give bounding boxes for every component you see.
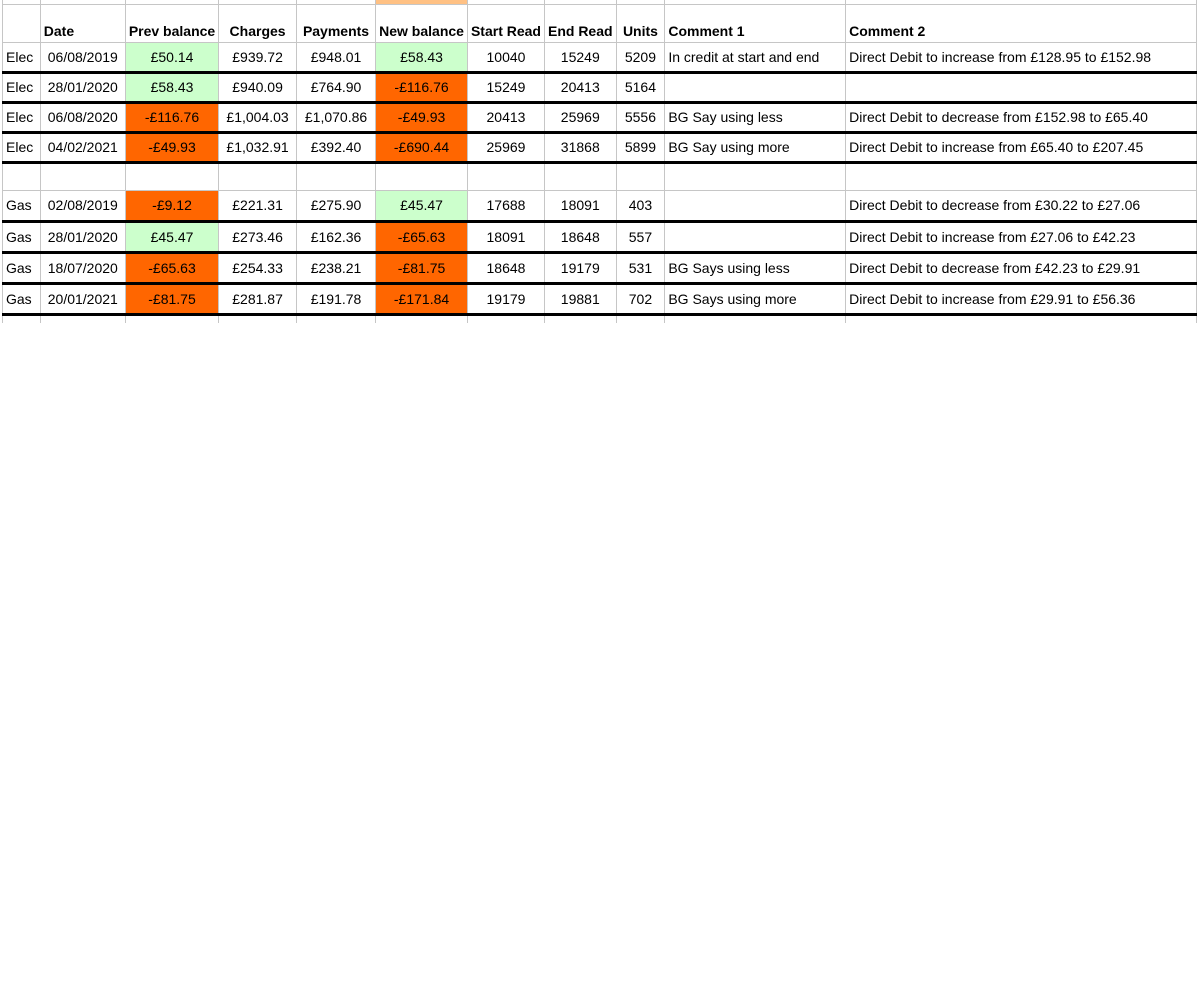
comment-1-cell[interactable]: In credit at start and end xyxy=(665,42,846,72)
end-read-cell[interactable]: 18648 xyxy=(544,221,616,252)
comment-2-cell[interactable]: Direct Debit to increase from £128.95 to £152.98 xyxy=(846,42,1197,72)
comment-1-cell[interactable]: BG Says using more xyxy=(665,283,846,314)
header-charges[interactable]: Charges xyxy=(219,4,297,42)
header-comment-2[interactable]: Comment 2 xyxy=(846,4,1197,42)
comment-1-cell[interactable]: BG Says using less xyxy=(665,252,846,283)
start-read-cell[interactable]: 17688 xyxy=(467,190,544,221)
empty-cell[interactable] xyxy=(616,162,665,190)
empty-cell[interactable] xyxy=(296,162,375,190)
date-cell[interactable]: 28/01/2020 xyxy=(40,221,125,252)
start-read-cell[interactable]: 20413 xyxy=(467,102,544,132)
table-row xyxy=(3,102,1197,132)
end-read-cell[interactable]: 25969 xyxy=(544,102,616,132)
payments-cell[interactable]: £764.90 xyxy=(296,72,375,102)
comment-2-cell[interactable] xyxy=(846,72,1197,102)
end-read-cell[interactable]: 19881 xyxy=(544,283,616,314)
spacer-row xyxy=(3,162,1197,190)
prev-balance-cell[interactable]: £58.43 xyxy=(125,72,218,102)
header-row xyxy=(3,4,1197,42)
start-read-cell[interactable]: 19179 xyxy=(467,283,544,314)
payments-cell[interactable]: £392.40 xyxy=(296,132,375,162)
units-cell[interactable]: 5556 xyxy=(616,102,665,132)
prev-balance-cell[interactable]: -£65.63 xyxy=(125,252,218,283)
comment-2-cell[interactable]: Direct Debit to increase from £29.91 to £56.36 xyxy=(846,283,1197,314)
new-balance-cell[interactable]: -£690.44 xyxy=(376,132,468,162)
date-cell[interactable]: 02/08/2019 xyxy=(40,190,125,221)
fuel-type-cell[interactable]: Gas xyxy=(3,252,41,283)
partial-cell xyxy=(296,314,375,323)
new-balance-cell[interactable]: -£171.84 xyxy=(376,283,468,314)
comment-1-cell[interactable] xyxy=(665,190,846,221)
comment-2-cell[interactable]: Direct Debit to increase from £65.40 to £207.45 xyxy=(846,132,1197,162)
payments-cell[interactable]: £275.90 xyxy=(296,190,375,221)
empty-cell[interactable] xyxy=(665,162,846,190)
payments-cell[interactable]: £238.21 xyxy=(296,252,375,283)
prev-balance-cell[interactable]: £50.14 xyxy=(125,42,218,72)
comment-2-cell[interactable]: Direct Debit to decrease from £30.22 to £27.06 xyxy=(846,190,1197,221)
prev-balance-cell[interactable]: -£9.12 xyxy=(125,190,218,221)
units-cell[interactable]: 5164 xyxy=(616,72,665,102)
start-read-cell[interactable]: 25969 xyxy=(467,132,544,162)
charges-cell[interactable]: £254.33 xyxy=(219,252,297,283)
new-balance-cell[interactable]: £58.43 xyxy=(376,42,468,72)
header-date[interactable]: Date xyxy=(40,4,125,42)
charges-cell[interactable]: £221.31 xyxy=(219,190,297,221)
start-read-cell[interactable]: 18648 xyxy=(467,252,544,283)
header-new-balance[interactable]: New balance xyxy=(376,4,468,42)
new-balance-cell[interactable]: -£116.76 xyxy=(376,72,468,102)
date-cell[interactable]: 28/01/2020 xyxy=(40,72,125,102)
partial-cell xyxy=(544,314,616,323)
table-row xyxy=(3,42,1197,72)
prev-balance-cell[interactable]: -£49.93 xyxy=(125,132,218,162)
end-read-cell[interactable]: 18091 xyxy=(544,190,616,221)
fuel-type-cell[interactable]: Gas xyxy=(3,221,41,252)
charges-cell[interactable]: £273.46 xyxy=(219,221,297,252)
fuel-type-cell[interactable]: Elec xyxy=(3,132,41,162)
comment-1-cell[interactable]: BG Say using less xyxy=(665,102,846,132)
prev-balance-cell[interactable]: -£81.75 xyxy=(125,283,218,314)
partial-cell xyxy=(616,314,665,323)
billing-table xyxy=(2,0,1197,323)
partial-cell xyxy=(40,314,125,323)
partial-cell xyxy=(3,314,41,323)
comment-2-cell[interactable]: Direct Debit to increase from £27.06 to £42.23 xyxy=(846,221,1197,252)
empty-cell[interactable] xyxy=(3,162,41,190)
header-payments[interactable]: Payments xyxy=(296,4,375,42)
table-row xyxy=(3,252,1197,283)
partial-cell xyxy=(376,314,468,323)
header-prev-balance[interactable]: Prev balance xyxy=(125,4,218,42)
new-balance-cell[interactable]: -£65.63 xyxy=(376,221,468,252)
start-read-cell[interactable]: 15249 xyxy=(467,72,544,102)
fuel-type-cell[interactable]: Elec xyxy=(3,42,41,72)
header-fuel[interactable] xyxy=(3,4,41,42)
units-cell[interactable]: 5209 xyxy=(616,42,665,72)
units-cell[interactable]: 403 xyxy=(616,190,665,221)
charges-cell[interactable]: £1,032.91 xyxy=(219,132,297,162)
comment-2-cell[interactable]: Direct Debit to decrease from £152.98 to £65.40 xyxy=(846,102,1197,132)
date-cell[interactable]: 18/07/2020 xyxy=(40,252,125,283)
empty-cell[interactable] xyxy=(125,162,218,190)
fuel-type-cell[interactable]: Elec xyxy=(3,102,41,132)
header-units[interactable]: Units xyxy=(616,4,665,42)
table-row xyxy=(3,72,1197,102)
header-end-read[interactable]: End Read xyxy=(544,4,616,42)
new-balance-cell[interactable]: -£49.93 xyxy=(376,102,468,132)
empty-cell[interactable] xyxy=(846,162,1197,190)
header-start-read[interactable]: Start Read xyxy=(467,4,544,42)
empty-cell[interactable] xyxy=(40,162,125,190)
charges-cell[interactable]: £281.87 xyxy=(219,283,297,314)
end-read-cell[interactable]: 20413 xyxy=(544,72,616,102)
comment-2-cell[interactable]: Direct Debit to decrease from £42.23 to £29.91 xyxy=(846,252,1197,283)
partial-cell xyxy=(219,314,297,323)
end-read-cell[interactable]: 31868 xyxy=(544,132,616,162)
fuel-type-cell[interactable]: Gas xyxy=(3,283,41,314)
date-cell[interactable]: 20/01/2021 xyxy=(40,283,125,314)
partial-cell xyxy=(125,314,218,323)
prev-balance-cell[interactable]: £45.47 xyxy=(125,221,218,252)
new-balance-cell[interactable]: £45.47 xyxy=(376,190,468,221)
units-cell[interactable]: 702 xyxy=(616,283,665,314)
start-read-cell[interactable]: 10040 xyxy=(467,42,544,72)
units-cell[interactable]: 557 xyxy=(616,221,665,252)
comment-1-cell[interactable]: BG Say using more xyxy=(665,132,846,162)
partial-cell xyxy=(665,314,846,323)
empty-cell[interactable] xyxy=(467,162,544,190)
payments-cell[interactable]: £1,070.86 xyxy=(296,102,375,132)
empty-cell[interactable] xyxy=(376,162,468,190)
charges-cell[interactable]: £939.72 xyxy=(219,42,297,72)
header-comment-1[interactable]: Comment 1 xyxy=(665,4,846,42)
partial-cell xyxy=(846,314,1197,323)
table-row xyxy=(3,190,1197,221)
partial-row-bottom xyxy=(3,314,1197,323)
payments-cell[interactable]: £948.01 xyxy=(296,42,375,72)
fuel-type-cell[interactable]: Elec xyxy=(3,72,41,102)
partial-cell xyxy=(467,314,544,323)
comment-1-cell[interactable] xyxy=(665,221,846,252)
payments-cell[interactable]: £191.78 xyxy=(296,283,375,314)
units-cell[interactable]: 531 xyxy=(616,252,665,283)
fuel-type-cell[interactable]: Gas xyxy=(3,190,41,221)
empty-cell[interactable] xyxy=(219,162,297,190)
date-cell[interactable]: 04/02/2021 xyxy=(40,132,125,162)
empty-cell[interactable] xyxy=(544,162,616,190)
new-balance-cell[interactable]: -£81.75 xyxy=(376,252,468,283)
prev-balance-cell[interactable]: -£116.76 xyxy=(125,102,218,132)
table-row xyxy=(3,221,1197,252)
end-read-cell[interactable]: 19179 xyxy=(544,252,616,283)
end-read-cell[interactable]: 15249 xyxy=(544,42,616,72)
table-row xyxy=(3,132,1197,162)
date-cell[interactable]: 06/08/2020 xyxy=(40,102,125,132)
payments-cell[interactable]: £162.36 xyxy=(296,221,375,252)
units-cell[interactable]: 5899 xyxy=(616,132,665,162)
charges-cell[interactable]: £940.09 xyxy=(219,72,297,102)
date-cell[interactable]: 06/08/2019 xyxy=(40,42,125,72)
comment-1-cell[interactable] xyxy=(665,72,846,102)
start-read-cell[interactable]: 18091 xyxy=(467,221,544,252)
charges-cell[interactable]: £1,004.03 xyxy=(219,102,297,132)
table-row xyxy=(3,283,1197,314)
